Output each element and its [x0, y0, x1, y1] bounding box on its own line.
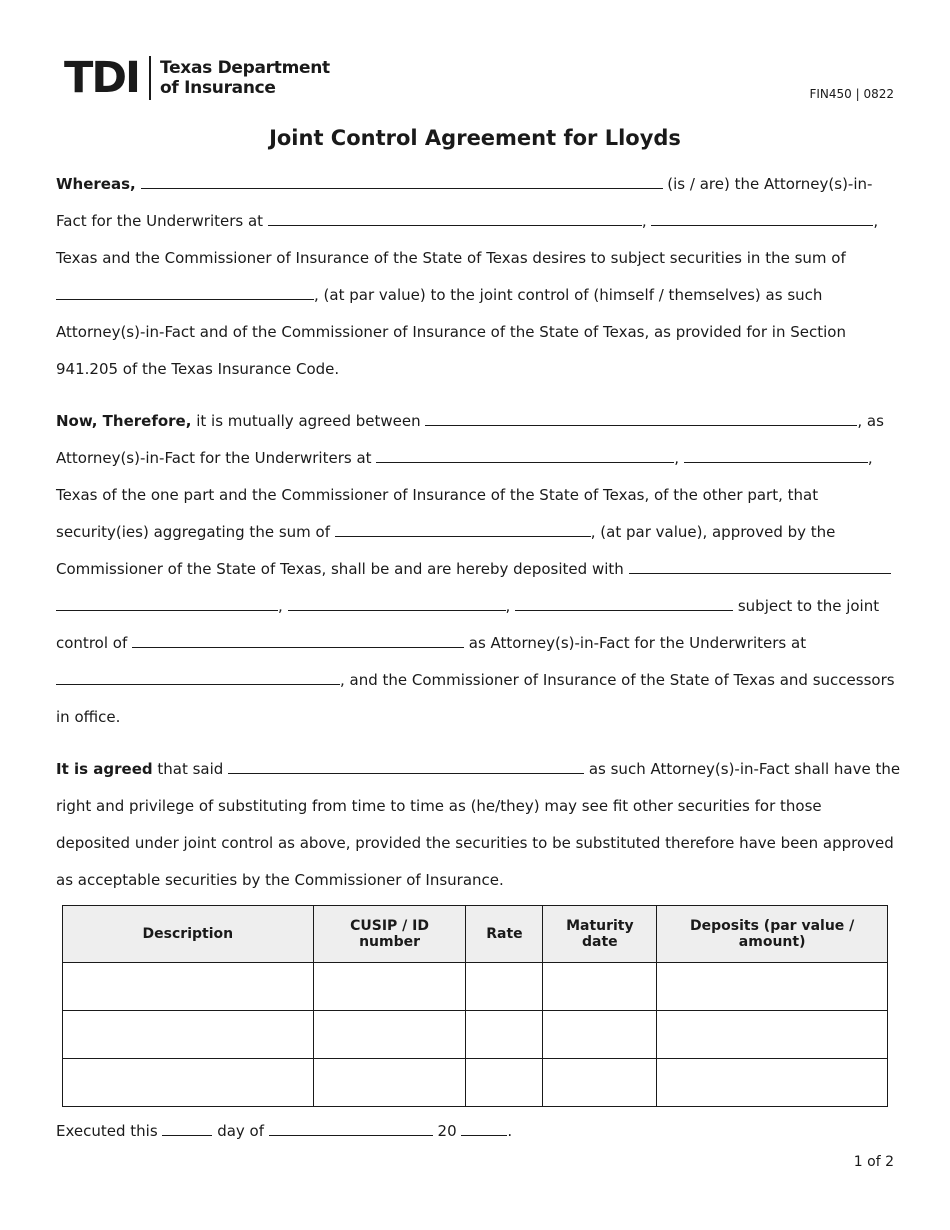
text: Fact for the Underwriters at	[56, 212, 268, 230]
text: Attorney(s)-in-Fact and of the Commissioner of Insurance of the State of Texas, as provided for in Section	[56, 323, 846, 341]
logo-line-1: Texas Department	[160, 58, 330, 78]
attorney-name-field[interactable]	[141, 171, 663, 189]
aggregate-sum-field[interactable]	[335, 519, 591, 537]
therefore-paragraph	[56, 403, 902, 736]
joint-control-party-field[interactable]	[132, 630, 464, 648]
table-header-row	[63, 906, 888, 963]
text: subject to the joint	[733, 597, 880, 615]
form-code: FIN450 | 0822	[809, 87, 894, 101]
text: deposited under joint control as above, provided the securities to be substituted therefore have been approved	[56, 834, 894, 852]
agreed-lead: It is agreed	[56, 760, 153, 778]
text: Texas of the one part and the Commissioner of Insurance of the State of Texas, of the other part, that	[56, 486, 819, 504]
text: ,	[873, 212, 879, 230]
executed-day-field[interactable]	[162, 1118, 212, 1136]
text: day of	[212, 1122, 269, 1140]
page-title: Joint Control Agreement for Lloyds	[269, 126, 681, 150]
tdi-logo	[64, 53, 330, 103]
cusip-cell[interactable]	[313, 1059, 466, 1107]
maturity-date-cell[interactable]	[543, 1011, 657, 1059]
text: Commissioner of the State of Texas, shall be and are hereby deposited with	[56, 560, 629, 578]
executed-year-field[interactable]	[461, 1118, 507, 1136]
whereas-lead: Whereas,	[56, 175, 136, 193]
deposits-cell[interactable]	[657, 1059, 888, 1107]
maturity-date-cell[interactable]	[543, 1059, 657, 1107]
text: (is / are) the Attorney(s)-in-	[662, 175, 873, 193]
text: , (at par value) to the joint control of (himself / themselves) as such	[314, 286, 823, 304]
text: ,	[674, 449, 684, 467]
header-deposits: Deposits (par value / amount)	[657, 906, 888, 963]
securities-sum-field[interactable]	[56, 282, 314, 300]
text: Executed this	[56, 1122, 163, 1140]
therefore-lead: Now, Therefore,	[56, 412, 192, 430]
text: as such Attorney(s)-in-Fact shall have the	[584, 760, 901, 778]
rate-cell[interactable]	[466, 963, 543, 1011]
text: it is mutually agreed between	[191, 412, 426, 430]
underwriters-city-field[interactable]	[651, 208, 873, 226]
text: 941.205 of the Texas Insurance Code.	[56, 360, 340, 378]
rate-cell[interactable]	[466, 1011, 543, 1059]
description-cell[interactable]	[63, 1059, 314, 1107]
text: ,	[641, 212, 652, 230]
underwriters-address-field-2[interactable]	[376, 445, 674, 463]
text: as Attorney(s)-in-Fact for the Underwriters at	[464, 634, 807, 652]
text: ,	[505, 597, 516, 615]
text: Texas and the Commissioner of Insurance of the State of Texas desires to subject securities in the sum of	[56, 249, 846, 267]
text: , (at par value), approved by the	[590, 523, 836, 541]
rate-cell[interactable]	[466, 1059, 543, 1107]
whereas-paragraph	[56, 166, 902, 388]
header-cusip: CUSIP / ID number	[313, 906, 466, 963]
depository-address-field[interactable]	[56, 593, 278, 611]
header-maturity-date: Maturity date	[543, 906, 657, 963]
depository-state-field[interactable]	[515, 593, 733, 611]
logo-mark: TDI	[64, 53, 140, 103]
table-row	[63, 1011, 888, 1059]
text: , and the Commissioner of Insurance of the State of Texas and successors	[340, 671, 895, 689]
agreed-paragraph	[56, 751, 902, 899]
deposits-cell[interactable]	[657, 1011, 888, 1059]
text: 20	[432, 1122, 462, 1140]
table-row	[63, 1059, 888, 1107]
description-cell[interactable]	[63, 1011, 314, 1059]
text: ,	[278, 597, 288, 615]
text: Attorney(s)-in-Fact for the Underwriters at	[56, 449, 377, 467]
logo-line-2: of Insurance	[160, 78, 276, 98]
deposits-table	[62, 905, 888, 1107]
table-row	[63, 963, 888, 1011]
page-number: 1 of 2	[853, 1154, 894, 1170]
text: that said	[152, 760, 229, 778]
text: security(ies) aggregating the sum of	[56, 523, 335, 541]
logo-divider	[149, 56, 151, 100]
header-rate: Rate	[466, 906, 543, 963]
substitution-party-field[interactable]	[228, 756, 584, 774]
header-description: Description	[63, 906, 314, 963]
text: .	[507, 1122, 513, 1140]
text: right and privilege of substituting from time to time as (he/they) may see fit other securities for those	[56, 797, 822, 815]
underwriters-city-field-2[interactable]	[684, 445, 868, 463]
description-cell[interactable]	[63, 963, 314, 1011]
text: control of	[56, 634, 132, 652]
underwriters-location-field[interactable]	[56, 667, 340, 685]
maturity-date-cell[interactable]	[543, 963, 657, 1011]
text: as acceptable securities by the Commissioner of Insurance.	[56, 871, 504, 889]
deposits-cell[interactable]	[657, 963, 888, 1011]
cusip-cell[interactable]	[313, 963, 466, 1011]
depository-city-field[interactable]	[288, 593, 506, 611]
depository-name-field[interactable]	[629, 556, 891, 574]
text: in office.	[56, 708, 121, 726]
executed-month-field[interactable]	[269, 1118, 433, 1136]
agreement-party-field[interactable]	[425, 408, 857, 426]
executed-line	[56, 1116, 512, 1146]
cusip-cell[interactable]	[313, 1011, 466, 1059]
text: , as	[857, 412, 884, 430]
logo-text	[160, 58, 330, 98]
text: ,	[867, 449, 873, 467]
underwriters-address-field[interactable]	[268, 208, 642, 226]
